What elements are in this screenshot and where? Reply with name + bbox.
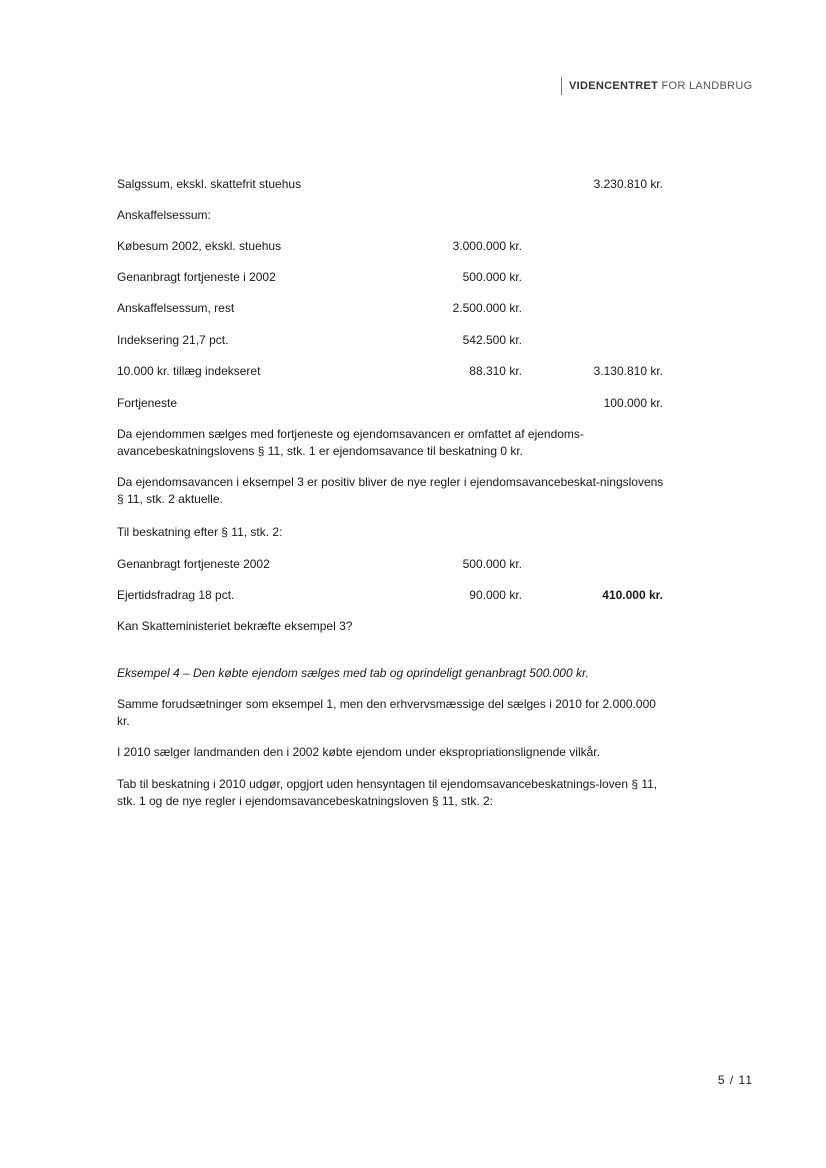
row-label: Ejertidsfradrag 18 pct.: [117, 588, 235, 602]
row-label: Fortjeneste: [117, 396, 178, 410]
row-anskaffelsessum: [117, 207, 665, 223]
row-genanbragt: [117, 269, 665, 285]
brand-name: VIDENCENTRET: [569, 80, 659, 92]
row-amount: 90.000 kr.: [469, 588, 522, 602]
row-amount: 500.000 kr.: [462, 557, 522, 571]
row-salgssum: [117, 176, 665, 192]
row-total: 410.000 kr.: [602, 588, 663, 602]
row-label: Købesum 2002, ekskl. stuehus: [117, 239, 282, 253]
row-label: Genanbragt fortjeneste i 2002: [117, 270, 276, 284]
row-tillaeg: [117, 363, 665, 379]
row-label: Anskaffelsessum, rest: [117, 301, 235, 315]
row-total: 100.000 kr.: [603, 396, 663, 410]
page-number: 5 / 11: [717, 1073, 753, 1087]
paragraph-eksempel3: Da ejendomsavancen i eksempel 3 er positiv bliver de nye regler i ejendomsavancebeskat-ningslovens § 11, stk. 2 aktuelle.: [117, 475, 664, 506]
paragraph-landmand: I 2010 sælger landmanden den i 2002 købte ejendom under ekspropriationslignende vilkår.: [117, 745, 600, 759]
row-rest: [117, 300, 665, 316]
section-heading: Eksempel 4 – Den købte ejendom sælges med tab og oprindeligt genanbragt 500.000 kr.: [117, 666, 589, 680]
row-fortjeneste: [117, 395, 665, 411]
row-amount: 88.310 kr.: [469, 364, 522, 378]
row-amount: 542.500 kr.: [462, 333, 522, 347]
paragraph-ejendomsavance: Da ejendommen sælges med fortjeneste og ejendomsavancen er omfattet af ejendoms-avancebeskatningslovens § 11, stk. 1 er ejendomsavance til beskatning 0 kr.: [117, 427, 584, 458]
row-label: Genanbragt fortjeneste 2002: [117, 557, 270, 571]
paragraph-forudsaetninger: Samme forudsætninger som eksempel 1, men den erhvervsmæssige del sælges i 2010 for 2.000.000 kr.: [117, 697, 656, 728]
row-label: Indeksering 21,7 pct.: [117, 333, 229, 347]
paragraph-til-beskatning: Til beskatning efter § 11, stk. 2:: [117, 525, 283, 539]
row-ejertidsfradrag: [117, 587, 665, 603]
row-amount: 3.000.000 kr.: [452, 239, 522, 253]
brand-header: [561, 77, 753, 95]
brand-tagline: FOR LANDBRUG: [661, 80, 753, 92]
row-total: 3.230.810 kr.: [593, 177, 663, 191]
row-indeksering: [117, 332, 665, 348]
row-genanbragt-2002: [117, 556, 665, 572]
row-label: Salgssum, ekskl. skattefrit stuehus: [117, 177, 302, 191]
paragraph-question: Kan Skatteministeriet bekræfte eksempel 3?: [117, 619, 353, 633]
paragraph-tab: Tab til beskatning i 2010 udgør, opgjort uden hensyntagen til ejendomsavancebeskatnings-loven § 11, stk. 1 og de nye regler i ejendomsavancebeskatningsloven § 11, stk. 2:: [117, 777, 658, 808]
row-kobesum: [117, 238, 665, 254]
row-amount: 2.500.000 kr.: [452, 301, 522, 315]
row-label: 10.000 kr. tillæg indekseret: [117, 364, 261, 378]
row-total: 3.130.810 kr.: [593, 364, 663, 378]
row-amount: 500.000 kr.: [462, 270, 522, 284]
row-label: Anskaffelsessum:: [117, 208, 211, 222]
